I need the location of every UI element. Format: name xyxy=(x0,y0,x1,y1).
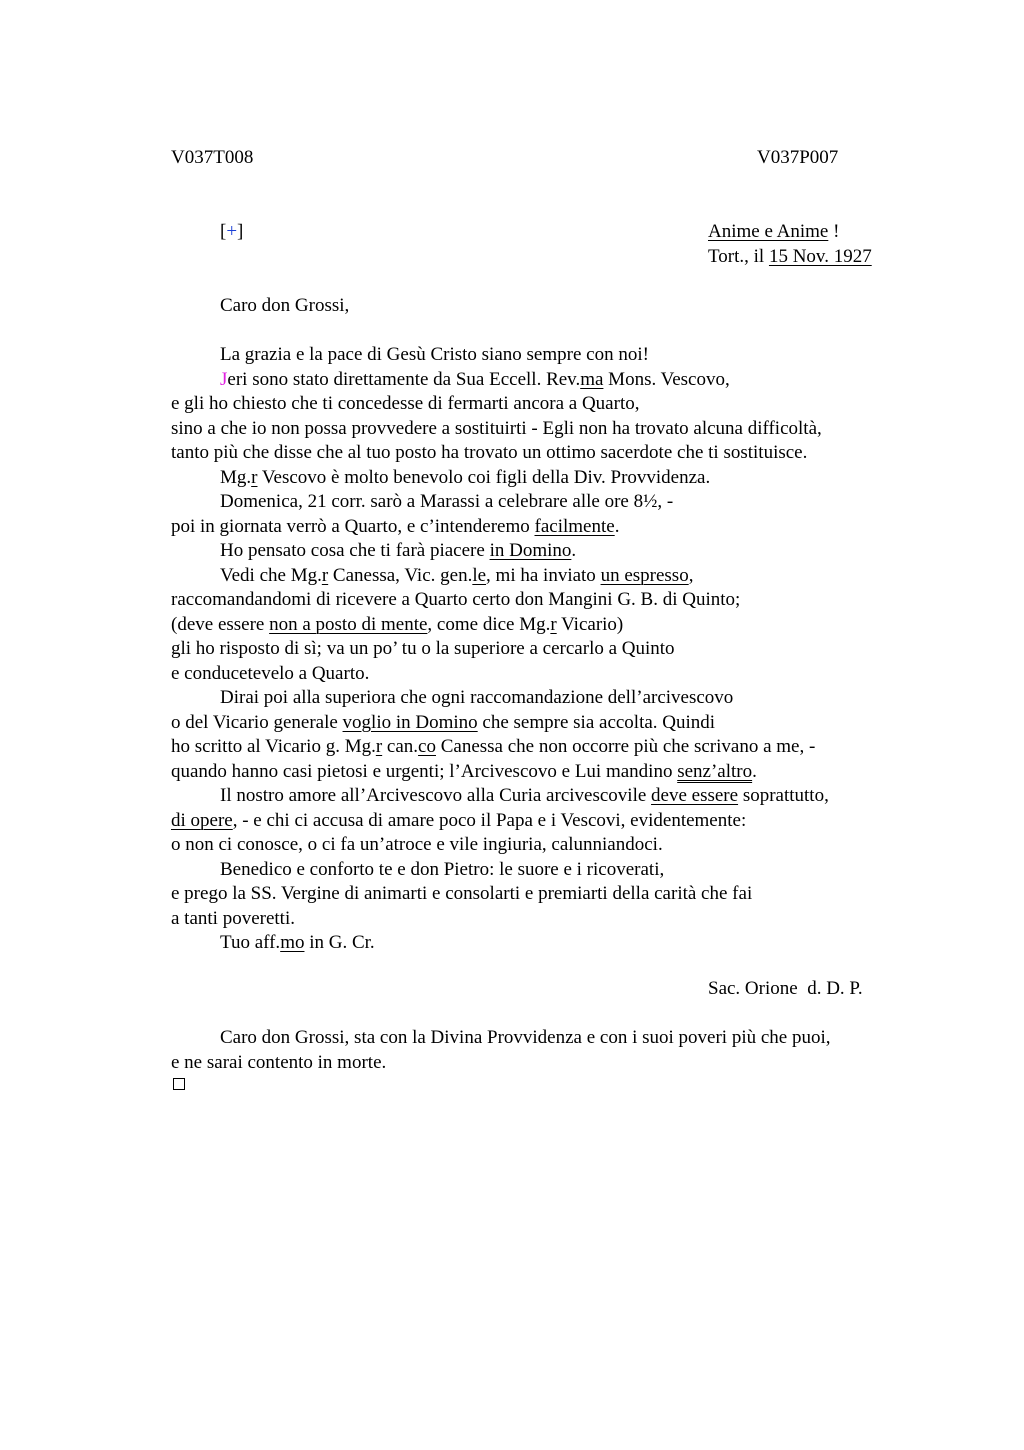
motto xyxy=(708,220,839,245)
body-line: Vedi che Mg.r Canessa, Vic. gen.le, mi ha inviato un espresso, xyxy=(220,564,694,586)
place-date xyxy=(708,245,872,270)
letter-body xyxy=(171,343,911,956)
postscript-line-2: e ne sarai contento in morte. xyxy=(171,1051,387,1073)
cross-bracket-open: [ xyxy=(220,221,227,242)
date: 15 Nov. 1927 xyxy=(768,245,872,267)
body-line: Domenica, 21 corr. sarò a Marassi a celebrare alle ore 8½, - xyxy=(220,491,674,512)
body-line: tanto più che disse che al tuo posto ha trovato un ottimo sacerdote che ti sostituisce. xyxy=(171,442,808,463)
body-line: raccomandandomi di ricevere a Quarto certo don Mangini G. B. di Quinto; xyxy=(171,589,741,610)
drop-initial: J xyxy=(220,368,228,390)
place: Tort., il xyxy=(708,245,769,267)
closing-line: Tuo aff.mo in G. Cr. xyxy=(220,932,375,953)
salutation: Caro don Grossi, xyxy=(220,295,350,316)
document-code-right: V037P007 xyxy=(757,147,839,168)
cross-sign: + xyxy=(226,221,238,242)
body-line: ho scritto al Vicario g. Mg.r can.co Canessa che non occorre più che scrivano a me, - xyxy=(171,736,816,757)
body-line: Il nostro amore all’Arcivescovo alla Curia arcivescovile deve essere soprattutto, xyxy=(220,785,829,806)
motto-text: Anime e Anime xyxy=(708,221,829,242)
signature: Sac. Orione d. D. P. xyxy=(708,978,863,999)
body-line: e prego la SS. Vergine di animarti e consolarti e premiarti della carità che fai xyxy=(171,883,753,904)
body-line: o non ci conosce, o ci fa un’atroce e vile ingiuria, calunniandoci. xyxy=(171,834,663,855)
body-line: gli ho risposto di sì; va un po’ tu o la superiore a cercarlo a Quinto xyxy=(171,638,675,659)
cross-bracket-close: ] xyxy=(237,221,244,242)
body-line: Ho pensato cosa che ti farà piacere in Domino. xyxy=(220,540,577,561)
body-line: Benedico e conforto te e don Pietro: le suore e i ricoverati, xyxy=(220,858,665,880)
body-line: poi in giornata verrò a Quarto, e c’intenderemo facilmente. xyxy=(171,515,620,537)
body-line: Mg.r Vescovo è molto benevolo coi figli della Div. Provvidenza. xyxy=(220,466,711,488)
body-line: Jeri sono stato direttamente da Sua Eccell. Rev.ma Mons. Vescovo, xyxy=(220,368,730,390)
body-line: e conducetevelo a Quarto. xyxy=(171,662,370,684)
document-code-left: V037T008 xyxy=(171,147,254,168)
body-line: sino a che io non possa provvedere a sostituirti - Egli non ha trovato alcuna difficoltà, xyxy=(171,417,822,439)
body-line: Dirai poi alla superiora che ogni raccomandazione dell’arcivescovo xyxy=(220,687,734,708)
postscript-line-1: Caro don Grossi, sta con la Divina Provvidenza e con i suoi poveri più che puoi, xyxy=(220,1027,831,1048)
body-line: di opere, - e chi ci accusa di amare poco il Papa e i Vescovi, evidentemente: xyxy=(171,809,747,831)
cross-mark xyxy=(220,220,243,245)
body-line: o del Vicario generale voglio in Domino che sempre sia accolta. Quindi xyxy=(171,711,716,733)
body-line: quando hanno casi pietosi e urgenti; l’Arcivescovo e Lui mandino senz’altro. xyxy=(171,760,757,782)
body-line: (deve essere non a posto di mente, come dice Mg.r Vicario) xyxy=(171,613,624,635)
body-line: e gli ho chiesto che ti concedesse di fermarti ancora a Quarto, xyxy=(171,393,640,414)
motto-bang: ! xyxy=(828,221,840,242)
body-line: a tanti poveretti. xyxy=(171,907,295,929)
end-box-icon xyxy=(173,1078,185,1090)
body-line: La grazia e la pace di Gesù Cristo siano sempre con noi! xyxy=(220,344,649,365)
